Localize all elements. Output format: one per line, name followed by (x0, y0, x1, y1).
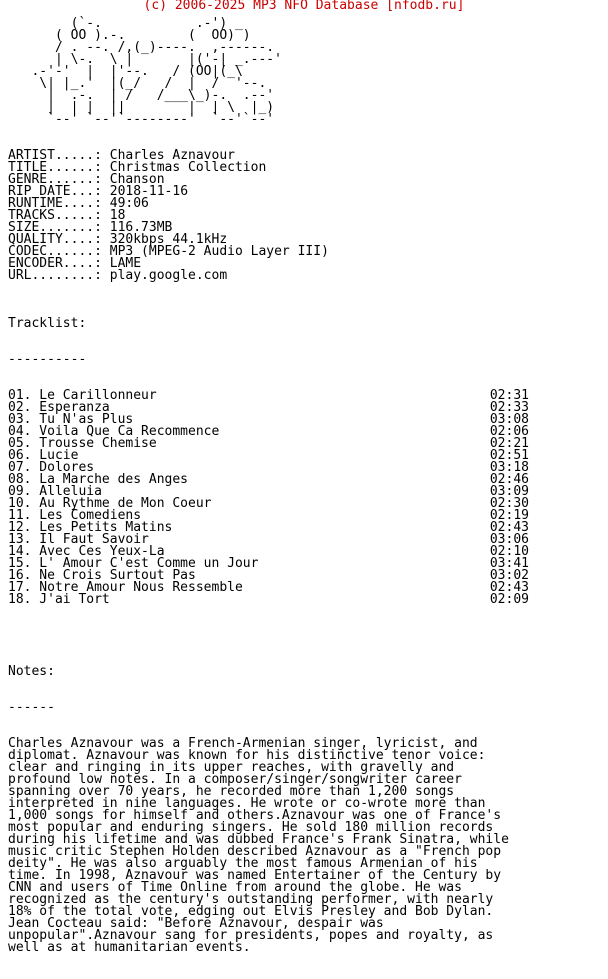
info-row (8, 270, 608, 282)
track-duration: 02:30 (489, 496, 529, 511)
notes-line: CNN and users of Time Online from around the globe. He was (8, 880, 462, 895)
track-name: 13. Il Faut Savoir (8, 532, 149, 547)
notes-line: well as at humanitarian events. (8, 940, 251, 955)
notes-line: Jean Cocteau said: "Before Aznavour, despair was (8, 916, 384, 931)
track-name: 15. L' Amour C'est Comme un Jour (8, 556, 259, 571)
track-duration: 03:41 (489, 556, 529, 571)
track-name: 03. Tu N'as Plus (8, 412, 134, 427)
track-row (8, 594, 529, 606)
track-name: 17. Notre Amour Nous Ressemble (8, 580, 243, 595)
notes-line: recognized as the century's outstanding performer, with nearly (8, 892, 494, 907)
info-value: 116.73MB (109, 220, 173, 235)
track-duration: 02:43 (489, 520, 529, 535)
track-duration: 03:18 (489, 460, 529, 475)
track-name: 10. Au Rythme de Mon Coeur (8, 496, 212, 511)
track-duration: 02:43 (489, 580, 529, 595)
track-name: 14. Avec Ces Yeux-La (8, 544, 165, 559)
notes-line: most popular and enduring singers. He sold 180 million records (8, 820, 494, 835)
info-key: SIZE.......: (8, 220, 102, 235)
notes-line: 1,000 songs for himself and others.Aznavour was one of France's (8, 808, 502, 823)
track-duration: 03:06 (489, 532, 529, 547)
track-name: 02. Esperanza (8, 400, 110, 415)
track-duration: 03:08 (489, 412, 529, 427)
tracklist-underline: ---------- (8, 352, 87, 367)
track-row (8, 438, 529, 450)
track-duration: 03:02 (489, 568, 529, 583)
track-duration: 02:51 (489, 448, 529, 463)
notes-line: deity". He was also arguably the most famous Armenian of his (8, 856, 478, 871)
tracklist-section (0, 294, 608, 630)
track-name: 01. Le Carillonneur (8, 388, 157, 403)
track-duration: 02:46 (489, 472, 529, 487)
info-key: GENRE......: (8, 172, 102, 187)
info-key: RIP DATE...: (8, 184, 102, 199)
notes-line: Charles Aznavour was a French-Armenian singer, lyricist, and (8, 736, 478, 751)
info-key: TITLE......: (8, 160, 102, 175)
track-duration: 02:31 (489, 388, 529, 403)
info-value: MP3 (MPEG-2 Audio Layer III) (109, 244, 329, 259)
info-value: Christmas Collection (109, 160, 267, 175)
info-value: 49:06 (109, 196, 149, 211)
track-duration: 02:09 (489, 592, 529, 607)
info-section (0, 150, 608, 282)
info-key: CODEC......: (8, 244, 102, 259)
track-name: 12. Les Petits Matins (8, 520, 173, 535)
site-header: (c) 2006-2025 MP3 NFO Database [nfodb.ru] (143, 0, 465, 13)
notes-text (8, 738, 508, 954)
info-key: TRACKS.....: (8, 208, 102, 223)
notes-line: during his lifetime and was dubbed France's Frank Sinatra, while (8, 832, 509, 847)
track-duration: 02:21 (489, 436, 529, 451)
notes-underline: ------ (8, 700, 55, 715)
notes-line: music critic Stephen Holden described Aznavour as a "French pop (8, 844, 502, 859)
spacer (0, 126, 608, 138)
track-name: 06. Lucie (8, 448, 79, 463)
info-key: QUALITY....: (8, 232, 102, 247)
info-key: ARTIST.....: (8, 148, 102, 163)
track-name: 04. Voila Que Ca Recommence (8, 424, 220, 439)
track-name: 11. Les Comediens (8, 508, 142, 523)
notes-title: Notes: (8, 664, 55, 679)
notes-section (0, 642, 508, 978)
ascii-logo: (`-. .-') _ ( OO ).-. ( OO) ) / . --. /,(_)----. ,------. | \-. \ | |('-| _.---' .-'-' | |'--. / (OO|(_\ \| |_.' |(_/ / | / '--. | .-. | / /___\_)-. .--' | | | || | | \ |_) `--' `--'`--------' `--'`--' (31, 16, 282, 127)
spacer (0, 630, 608, 642)
track-name: 08. La Marche des Anges (8, 472, 189, 487)
info-key: ENCODER....: (8, 256, 102, 271)
info-key: URL........: (8, 268, 102, 283)
track-name: 09. Alleluia (8, 484, 102, 499)
track-name: 18. J'ai Tort (8, 592, 110, 607)
info-value: Charles Aznavour (109, 148, 235, 163)
track-name: 05. Trousse Chemise (8, 436, 157, 451)
track-duration: 02:33 (489, 400, 529, 415)
notes-line: clear and ringing in its upper reaches, with gravelly and (8, 760, 455, 775)
track-duration: 02:06 (489, 424, 529, 439)
info-value: Chanson (109, 172, 165, 187)
notes-line: interpreted in nine languages. He wrote or co-wrote more than (8, 796, 486, 811)
info-value: play.google.com (109, 268, 228, 283)
info-value: 320kbps 44.1kHz (109, 232, 228, 247)
notes-line: spanning over 70 years, he recorded more than 1,200 songs (8, 784, 455, 799)
notes-line: unpopular".Aznavour sang for presidents, popes and royalty, as (8, 928, 494, 943)
notes-line: diplomat. Aznavour was known for his distinctive tenor voice: (8, 748, 486, 763)
track-name: 16. Ne Crois Surtout Pas (8, 568, 196, 583)
info-value: 2018-11-16 (109, 184, 189, 199)
info-key: RUNTIME....: (8, 196, 102, 211)
info-value: 18 (109, 208, 126, 223)
notes-line: profound low notes. In a composer/singer/songwriter career (8, 772, 462, 787)
notes-line: 18% of the total vote, edging out Elvis Presley and Bob Dylan. (8, 904, 494, 919)
track-name: 07. Dolores (8, 460, 95, 475)
spacer (0, 282, 608, 294)
track-list (8, 390, 608, 606)
track-duration: 02:10 (489, 544, 529, 559)
track-duration: 02:19 (489, 508, 529, 523)
track-duration: 03:09 (489, 484, 529, 499)
info-value: LAME (109, 256, 142, 271)
tracklist-title: Tracklist: (8, 316, 87, 331)
notes-line: time. In 1998, Aznavour was named Entertainer of the Century by (8, 868, 502, 883)
